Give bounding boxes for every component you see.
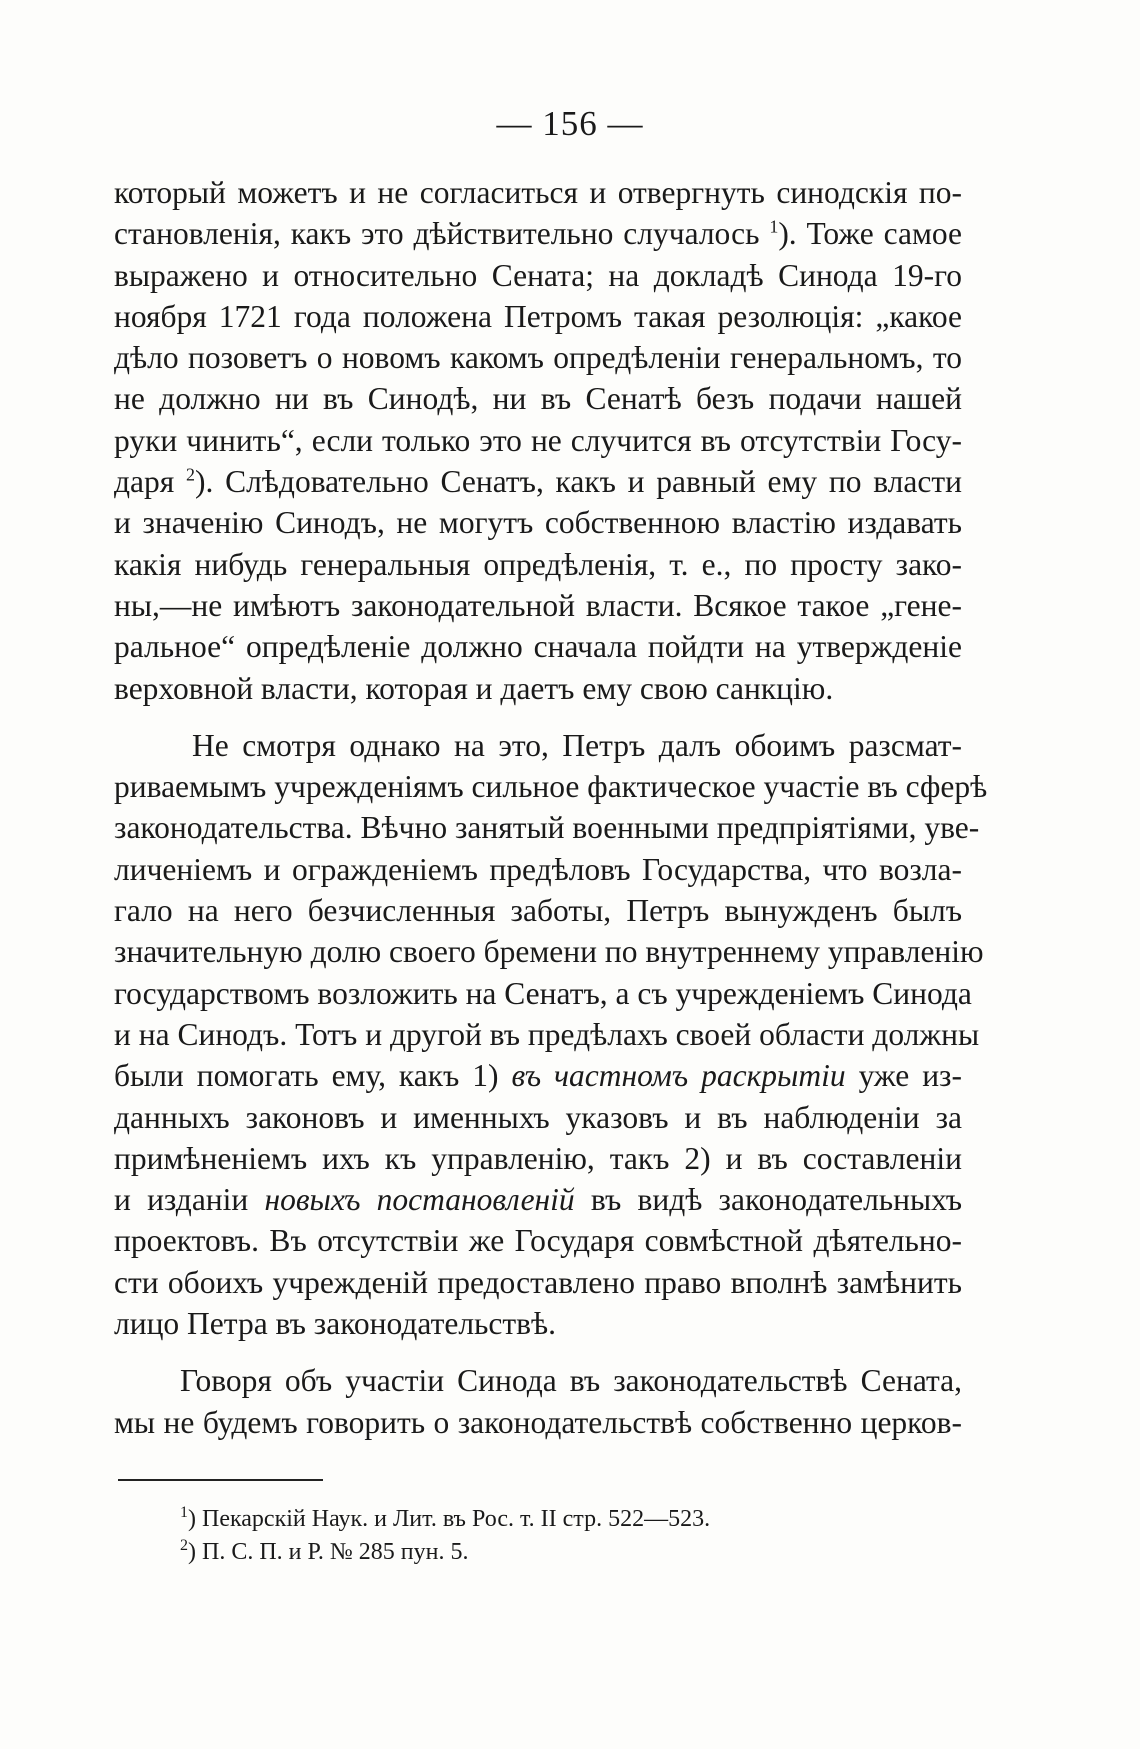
text-line: не должно ни въ Синодѣ, ни въ Сенатѣ безъ подачи нашей — [114, 381, 962, 417]
text-line: ральное“ опредѣленіе должно сначала пойдти на утвержденіе — [114, 629, 962, 665]
text-line — [114, 461, 962, 502]
text-segment: въ видѣ законодательныхъ — [590, 1182, 963, 1218]
text-line: значительную долю своего бремени по внутреннему управленію — [114, 934, 984, 970]
text-line — [114, 1179, 962, 1220]
footnote-ref: 1 — [769, 216, 779, 237]
text-line — [114, 1055, 962, 1096]
paragraph-3 — [114, 1360, 962, 1443]
text-line: руки чинить“, если только это не случится въ отсутствіи Госу- — [114, 422, 962, 458]
italic-phrase: въ частномъ раскрытіи — [511, 1058, 846, 1094]
text-line: Говоря объ участіи Синода въ законодательствѣ Сената, — [180, 1363, 962, 1399]
text-segment: и изданіи — [114, 1182, 249, 1218]
text-line: лицо Петра въ законодательствѣ. — [114, 1306, 556, 1342]
text-line: данныхъ законовъ и именныхъ указовъ и въ наблюденіи за — [114, 1099, 962, 1135]
text-line — [114, 213, 962, 254]
footnote-ref: 2 — [185, 464, 195, 485]
footnotes — [180, 1503, 710, 1569]
footnote-text: ) Пекарскій Наук. и Лит. въ Рос. т. II стр. 522—523. — [188, 1506, 711, 1532]
footnote-1 — [180, 1503, 710, 1536]
text-segment: становленія, какъ это дѣйствительно случалось — [114, 216, 760, 252]
text-line: ноября 1721 года положена Петромъ такая резолюція: „какое — [114, 298, 962, 334]
text-segment: уже из- — [858, 1058, 962, 1094]
text-line: верховной власти, которая и даетъ ему свою санкцію. — [114, 670, 834, 706]
italic-phrase: новыхъ постановленій — [264, 1182, 575, 1218]
body-text — [114, 172, 988, 1443]
text-line: который можетъ и не согласиться и отвергнуть синодскія по- — [114, 175, 962, 210]
footnote-2 — [180, 1536, 710, 1569]
footnote-mark: 1 — [180, 1504, 188, 1521]
text-line: сти обоихъ учрежденій предоставлено право вполнѣ замѣнить — [114, 1264, 962, 1300]
text-line: и значенію Синодъ, не могутъ собственною властію издавать — [114, 505, 962, 541]
footnote-text: ) П. С. П. и Р. № 285 пун. 5. — [188, 1539, 469, 1565]
text-segment: даря — [114, 464, 175, 500]
text-line: примѣненіемъ ихъ къ управленію, такъ 2) и въ составленіи — [114, 1140, 962, 1176]
footnote-mark: 2 — [180, 1537, 188, 1554]
text-line: проектовъ. Въ отсутствіи же Государя совмѣстной дѣятельно- — [114, 1223, 962, 1259]
text-segment: ). Тоже самое — [778, 216, 962, 252]
footnote-divider — [118, 1479, 323, 1481]
text-segment: ). Слѣдовательно Сенатъ, какъ и равный ему по власти — [194, 464, 962, 500]
text-line: мы не будемъ говорить о законодательствѣ собственно церков- — [114, 1404, 962, 1440]
text-line: выражено и относительно Сената; на докладѣ Синода 19-го — [114, 257, 962, 293]
text-line: личеніемъ и огражденіемъ предѣловъ Государства, что возла- — [114, 851, 962, 887]
text-line: дѣло позоветъ о новомъ какомъ опредѣленіи генеральномъ, то — [114, 340, 962, 376]
page-number: — 156 — — [496, 104, 644, 143]
text-line: риваемымъ учрежденіямъ сильное фактическое участіе въ сферѣ — [114, 769, 988, 805]
text-segment: были помогать ему, какъ 1) — [114, 1058, 499, 1094]
text-line: законодательства. Вѣчно занятый военными предпріятіями, уве- — [114, 810, 980, 846]
text-line: ны,—не имѣютъ законодательной власти. Всякое такое „гене- — [114, 587, 962, 623]
paragraph-1 — [114, 172, 962, 709]
paragraph-2 — [114, 725, 988, 1344]
text-line: какія нибудь генеральныя опредѣленія, т. е., по просту зако- — [114, 546, 962, 582]
text-line: гало на него безчисленныя заботы, Петръ вынужденъ былъ — [114, 893, 962, 929]
text-line: Не смотря однако на это, Петръ далъ обоимъ разсмат- — [192, 727, 962, 763]
text-line: и на Синодъ. Тотъ и другой въ предѣлахъ своей области должны — [114, 1016, 980, 1052]
text-line: государствомъ возложить на Сенатъ, а съ учрежденіемъ Синода — [114, 975, 972, 1011]
